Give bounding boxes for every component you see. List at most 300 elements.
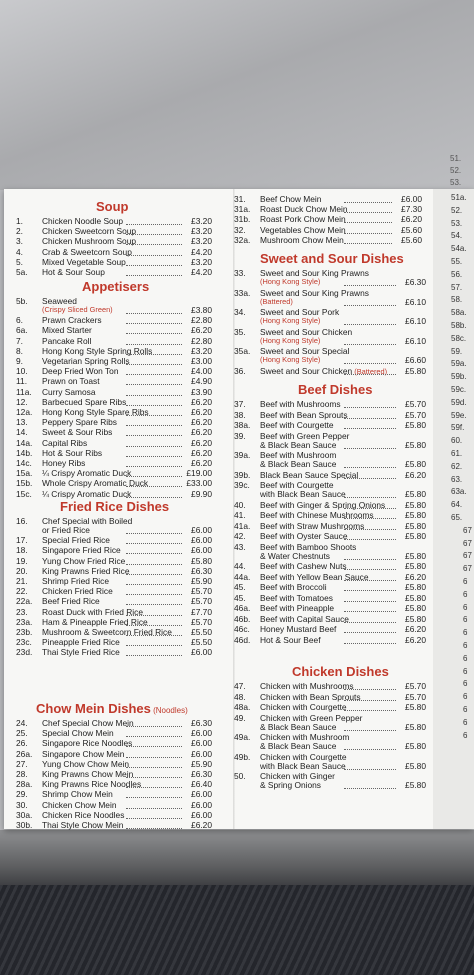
item-number: 21. [16,576,28,586]
dot-leader [126,786,182,788]
item-name: Singapore Rice Noodles [42,738,133,749]
item-number: 14c. [16,458,32,468]
item-name: Beef Fried Rice [42,596,100,607]
dot-leader [344,568,396,570]
item-price: £6.00 [191,647,212,658]
item-price: £5.50 [191,637,212,648]
item-price: £5.80 [405,510,426,520]
item-number: 47. [234,681,246,691]
dot-leader [344,477,396,479]
item-name: Mixed Vegetable Soup [42,256,126,267]
item-number: 31b. [234,214,251,225]
item-note: (Crispy Sliced Green) [42,305,113,314]
section-heading-note: (Noodles) [150,706,188,715]
item-name: Chicken Rice Noodles [42,809,125,820]
item-price: £3.20 [191,345,212,356]
dot-leader [344,447,396,449]
item-number: 44. [234,561,246,571]
dot-leader [126,373,182,375]
dot-leader [126,363,182,365]
item-name: Whole Crispy Aromatic Duck [42,478,149,489]
cropped-item-number: 64. [451,500,463,510]
dot-leader [126,593,182,595]
item-number: 36. [234,365,246,376]
item-name: Sweet and Sour King Prawns [260,287,369,298]
item-number: 9. [16,356,23,366]
item-note: (Hong Kong Style) [260,355,321,364]
section-heading: Fried Rice Dishes [60,499,170,514]
cropped-item-number: 6 [463,666,468,676]
dot-leader [344,417,396,419]
item-price: £7.30 [401,204,422,215]
item-name: ¼ Crispy Aromatic Duck [42,488,132,499]
item-number: 11. [16,376,28,387]
item-number: 14b. [16,447,33,458]
dot-leader [344,579,396,581]
item-number: 39c. [234,480,250,490]
item-name: Beef with Cashew Nuts [260,561,347,571]
dot-leader [126,552,182,554]
item-number: 23b. [16,627,33,637]
item-number: 22. [16,586,28,597]
item-price: £5.80 [405,721,426,732]
item-number: 5b. [16,296,28,306]
item-name: Chicken with Mushroom [260,732,350,742]
item-name: Beef with Straw Mushrooms [260,520,365,531]
item-price: £6.20 [405,571,426,582]
item-price: £4.00 [191,366,212,377]
cropped-item-number: 61. [451,449,463,458]
item-name: Beef with Bamboo Shoots [260,541,357,552]
item-name: Chef Special Chow Mein [42,718,134,728]
item-name: Hong Kong Style Spring Rolls [42,345,153,356]
item-price: £5.80 [405,365,426,376]
item-name: Yung Chow Fried Rice [42,555,126,566]
dot-leader [344,610,396,612]
item-number: 32a. [234,234,251,245]
item-name: Sweet and Sour King Prawns [260,268,369,278]
item-name: Sweet and Sour Chicken (Battered) [260,365,388,376]
dot-leader [126,532,182,534]
item-name: Prawn on Toast [42,376,100,387]
item-name: Sweet and Sour Pork [260,307,340,317]
item-number: 37. [234,399,246,409]
item-name: Mixed Starter [42,325,92,336]
item-name: Beef with Mushroom [260,450,337,460]
item-number: 5a. [16,267,28,277]
item-name: Chicken with Mushrooms [260,681,354,691]
dot-leader [344,232,392,234]
item-name: Beef with Mushrooms [260,399,341,409]
dot-leader [344,709,396,711]
item-price: £6.60 [405,355,426,365]
item-name: ¼ Crispy Aromatic Duck [42,468,132,479]
dot-leader [344,787,396,789]
item-price: £6.10 [405,296,426,307]
dot-leader [126,644,182,646]
item-number: 50. [234,771,246,781]
item-number: 49. [234,712,246,723]
cropped-item-number: 58. [451,295,463,305]
dot-leader [126,654,182,656]
item-number: 29. [16,789,28,800]
item-price: £5.70 [191,596,212,607]
item-name: Beef with Capital Sauce [260,613,349,624]
cropped-item-number: 56. [451,269,463,279]
section-heading: Chicken Dishes [292,664,389,679]
dot-leader [344,362,396,364]
cropped-item-number: 51a. [451,193,467,202]
item-number: 10. [16,366,28,377]
item-name: King Prawns Chow Mein [42,769,134,779]
item-number: 15a. [16,468,33,479]
item-number: 8. [16,345,23,356]
dot-leader [126,807,182,809]
item-price: £5.70 [191,586,212,597]
item-name: Beef with Broccoli [260,582,327,592]
item-price: £6.20 [405,624,426,634]
section-heading: Sweet and Sour Dishes [260,251,404,266]
item-name: Sweet and Sour Special [260,346,350,356]
dot-leader [126,614,182,616]
item-price: £9.90 [191,488,212,499]
cropped-item-number: 6 [463,602,468,612]
dot-leader [126,264,182,266]
dot-leader [344,517,396,519]
dot-leader [344,221,392,223]
item-name: Hong Kong Style Spare Ribs [42,407,149,417]
dot-leader [344,558,396,560]
item-name: Chicken Fried Rice [42,586,113,597]
item-price: £6.20 [401,214,422,225]
dot-leader [126,353,182,355]
item-number: 43. [234,541,246,552]
item-number: 28. [16,769,28,779]
item-name: Honey Ribs [42,458,86,468]
item-name: Chicken with Ginger [260,771,335,781]
item-number: 18. [16,545,28,556]
item-name: Beef with Ginger & Spring Onions [260,499,386,510]
dot-leader [344,427,396,429]
dot-leader [126,542,182,544]
item-price: £3.80 [191,305,212,315]
item-price: £5.80 [405,603,426,613]
cropped-item-number: 6 [463,679,468,689]
item-number: 17. [16,535,28,546]
cropped-item-number: 59b. [451,372,467,382]
item-note: (Battered) [260,296,293,306]
item-number: 49a. [234,732,251,742]
item-price: £3.20 [191,236,212,247]
background-item-number: 53. [450,178,462,187]
item-name: Chicken with Green Pepper [260,712,363,723]
item-price: £2.80 [191,335,212,346]
cropped-item-number: 57. [451,282,463,292]
dot-leader [344,284,396,286]
item-price: £5.80 [405,561,426,571]
item-number: 1. [16,216,23,226]
item-price: £6.20 [405,634,426,645]
cropped-item-number: 6 [463,705,468,714]
cropped-item-number: 67 [463,538,472,548]
item-number: 31. [234,194,246,204]
item-price: £5.80 [405,459,426,469]
item-name: Special Chow Mein [42,728,114,739]
item-price: £5.80 [405,439,426,450]
item-price: £5.90 [191,758,212,769]
dot-leader [344,642,396,644]
item-price: £4.90 [191,376,212,387]
dot-leader [344,466,396,468]
dot-leader [126,776,182,778]
item-price: £3.20 [191,256,212,267]
item-number: 34. [234,307,246,317]
item-number: 16. [16,516,28,526]
cropped-item-number: 59f. [451,423,465,433]
item-price: £6.30 [191,565,212,576]
item-number: 39. [234,430,246,441]
item-number: 26a. [16,748,33,759]
item-number: 15c. [16,488,32,499]
item-price: £5.80 [405,702,426,712]
cropped-item-number: 52. [451,205,463,215]
item-name: Chicken with Courgette [260,751,347,762]
item-price: £6.10 [405,335,426,346]
item-price: £5.70 [405,681,426,691]
item-number: 46b. [234,613,251,624]
item-name: Curry Samosa [42,386,96,397]
item-name: Beef with Pineapple [260,603,335,613]
dot-leader [344,589,396,591]
item-price: £6.20 [191,458,212,468]
dot-leader [126,735,182,737]
item-name: Sweet and Sour Chicken [260,326,353,337]
item-number: 49b. [234,751,251,762]
item-name: Vegetarian Spring Rolls [42,356,130,366]
item-name: Singapore Chow Mein [42,748,125,759]
item-note: (Hong Kong Style) [260,277,321,286]
item-name: Singapore Fried Rice [42,545,121,556]
item-number: 48a. [234,702,251,712]
dot-leader [344,343,396,345]
item-name: Pancake Roll [42,335,92,346]
item-number: 13. [16,417,28,428]
item-number: 11a. [16,386,32,397]
dot-leader [126,414,182,416]
item-price: £5.90 [191,576,212,586]
dot-leader [126,343,182,345]
dot-leader [126,455,182,457]
dot-leader [344,621,396,623]
dot-leader [126,496,182,498]
item-name: Yung Chow Chow Mein [42,758,130,769]
item-name: Chicken Sweetcorn Soup [42,226,137,237]
item-price: £3.00 [191,356,212,366]
cropped-item-number: 58b. [451,321,467,330]
item-price: £4.20 [191,267,212,277]
cropped-item-number: 59a. [451,359,467,369]
item-price: £5.70 [405,399,426,409]
item-number: 6a. [16,325,28,336]
item-name: Beef with Oyster Sauce [260,531,348,541]
item-name: Peppery Spare Ribs [42,417,117,428]
item-price: £3.20 [191,216,212,226]
item-price: £6.20 [191,427,212,438]
cropped-item-number: 6 [463,653,468,663]
item-name: Roast Duck Chow Mein [260,204,348,215]
item-price: £5.60 [401,224,422,235]
item-name-line2: & Black Bean Sauce [260,459,337,469]
item-price: £6.00 [191,799,212,810]
carpet [0,885,474,975]
item-name: Seaweed [42,296,77,306]
dot-leader [344,748,396,750]
item-price: £5.70 [405,691,426,702]
item-price: £5.80 [191,555,212,566]
item-number: 30b. [16,820,33,830]
dot-leader [126,485,182,487]
cropped-item-number: 60. [451,436,463,446]
item-number: 41a. [234,520,251,531]
cropped-item-number: 54. [451,231,463,241]
item-price: £6.20 [191,417,212,428]
item-name-line2: & Spring Onions [260,780,321,790]
item-number: 25. [16,728,28,739]
dot-leader [344,631,396,633]
item-name: Beef Chow Mein [260,194,322,204]
item-number: 41. [234,510,246,520]
right-menu-panel [433,189,474,829]
item-number: 3. [16,236,23,247]
cropped-item-number: 6 [463,615,468,625]
item-number: 23d. [16,647,33,658]
item-price: £6.20 [191,437,212,448]
item-number: 2. [16,226,23,237]
item-price: £3.20 [191,226,212,237]
dot-leader [344,699,396,701]
item-name: Thai Style Chow Mein [42,820,124,830]
item-name: Beef with Green Pepper [260,430,350,441]
item-price: £5.80 [405,499,426,510]
item-number: 4. [16,246,23,257]
item-price: £6.20 [191,407,212,417]
cropped-item-number: 59. [451,346,463,356]
item-number: 28a. [16,779,33,790]
item-price: £5.80 [405,613,426,624]
item-price: £2.80 [191,315,212,326]
item-number: 5. [16,256,23,267]
cropped-item-number: 59d. [451,397,467,407]
item-price: £6.20 [191,820,212,830]
dot-leader [126,274,182,276]
item-price: £5.80 [405,741,426,751]
item-name: Chicken with Bean Sprouts [260,691,361,702]
item-name: Beef with Bean Sprouts [260,409,348,420]
item-name: Shrimp Fried Rice [42,576,110,586]
item-name: Mushroom & Sweetcorn Fried Rice [42,627,172,637]
item-note: (Hong Kong Style) [260,316,321,325]
cropped-item-number: 63. [451,474,463,484]
cropped-item-number: 67 [463,564,472,574]
item-price: £4.20 [191,246,212,257]
item-number: 32. [234,224,246,235]
item-number: 33. [234,268,246,278]
dot-leader [126,434,182,436]
item-number: 44a. [234,571,251,582]
item-number: 35a. [234,346,251,356]
dot-leader [126,603,182,605]
item-name: Chicken Noodle Soup [42,216,124,226]
item-price: £6.30 [405,277,426,287]
item-price: £6.00 [191,809,212,820]
item-price: £7.70 [191,606,212,617]
item-name: Chicken with Courgette [260,702,347,712]
item-price: £5.80 [405,592,426,603]
item-number: 12a. [16,407,33,417]
dot-leader [344,201,392,203]
item-price: £6.30 [191,718,212,728]
cropped-item-number: 6 [463,717,468,727]
dot-leader [344,242,392,244]
background-item-number: 52. [450,166,462,175]
item-number: 23c. [16,637,32,648]
dot-leader [344,211,392,213]
cropped-item-number: 53. [451,218,463,228]
item-number: 15b. [16,478,33,489]
item-name: Pineapple Fried Rice [42,637,120,648]
item-number: 35. [234,326,246,337]
dot-leader [344,304,396,306]
dot-leader [126,583,182,585]
item-number: 48. [234,691,246,702]
item-price: £6.00 [191,545,212,556]
item-name-line2: with Black Bean Sauce [260,760,346,771]
item-name: Honey Mustard Beef [260,624,337,634]
cropped-item-number: 54a. [451,244,467,254]
item-name: Sweet & Sour Ribs [42,427,113,438]
item-name: Hot & Sour Soup [42,267,105,277]
dot-leader [344,538,396,540]
cropped-item-number: 6 [463,692,468,702]
cropped-item-number: 6 [463,730,468,740]
item-price: £6.40 [191,779,212,790]
cropped-item-number: 55. [451,257,463,266]
item-number: 45. [234,592,246,603]
item-name: Chicken Mushroom Soup [42,236,137,247]
item-number: 40. [234,499,246,510]
background-item-number: 51. [450,154,462,163]
item-name: Hot & Sour Beef [260,634,321,645]
item-name: Chef Special with Boiled [42,516,133,526]
item-name-line2: & Water Chestnuts [260,550,330,561]
item-number: 45. [234,582,246,592]
item-number: 42. [234,531,246,541]
dot-leader [126,817,182,819]
dot-leader [344,528,396,530]
item-number: 19. [16,555,28,566]
item-number: 46c. [234,624,250,634]
item-number: 6. [16,315,23,326]
item-number: 39a. [234,450,251,460]
dot-leader [126,796,182,798]
item-price: £6.00 [191,728,212,739]
item-number: 20. [16,565,28,576]
item-number: 14. [16,427,28,438]
dot-leader [344,507,396,509]
dot-leader [126,756,182,758]
item-number: 7. [16,335,23,346]
item-name: Deep Fried Won Ton [42,366,119,377]
